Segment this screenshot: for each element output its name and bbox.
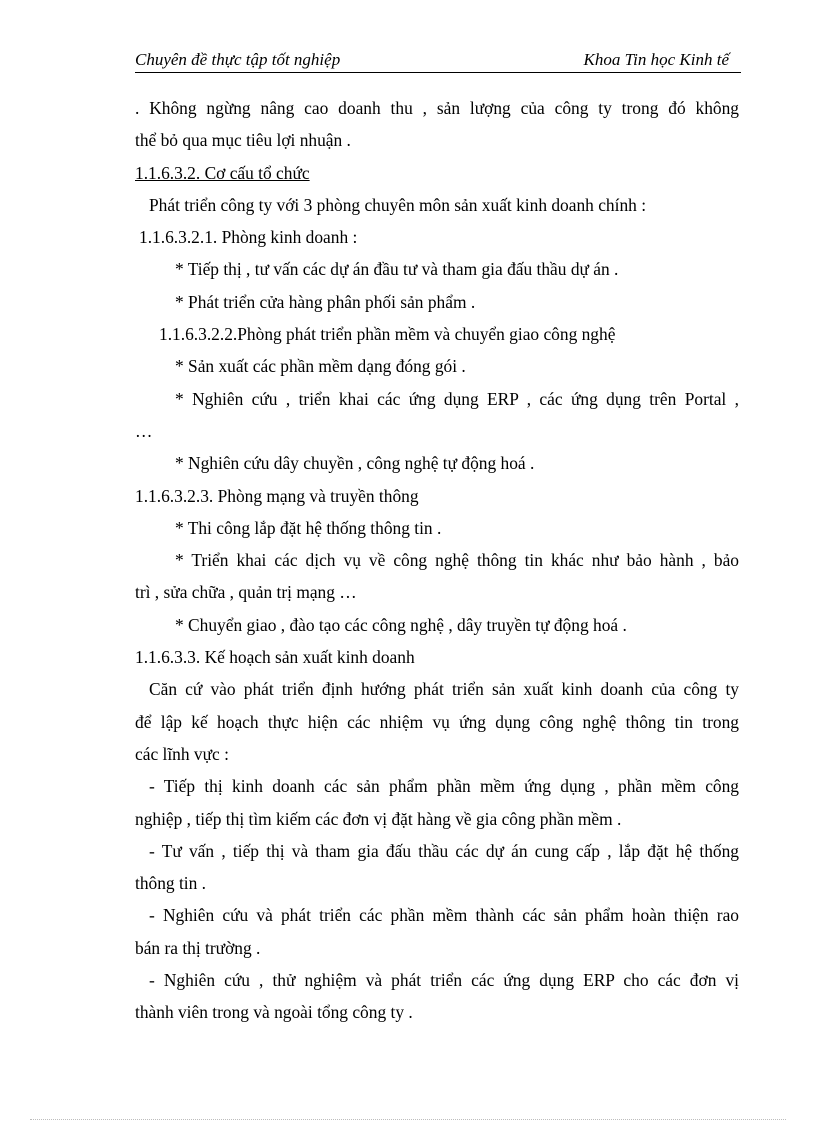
list-item: - Tiếp thị kinh doanh các sản phẩm phần mềm ứng dụng , phần mềm công	[149, 776, 739, 797]
paragraph-line: thể bỏ qua mục tiêu lợi nhuận .	[135, 130, 351, 151]
bullet-item: * Chuyển giao , đào tạo các công nghệ , dây truyền tự động hoá .	[175, 614, 627, 635]
header-department: Khoa Tin học Kinh tế	[583, 50, 729, 69]
section-heading	[135, 157, 739, 189]
page-bottom-divider	[30, 1119, 786, 1120]
bullet-item: * Nghiên cứu dây chuyền , công nghệ tự động hoá .	[175, 453, 535, 474]
paragraph-line: để lập kế hoạch thực hiện các nhiệm vụ ứng dụng công nghệ thông tin trong	[135, 711, 739, 732]
list-item: - Nghiên cứu , thử nghiệm và phát triển các ứng dụng ERP cho các đơn vị	[149, 970, 739, 991]
paragraph-line: . Không ngừng nâng cao doanh thu , sản lượng của công ty trong đó không	[135, 98, 739, 118]
paragraph-line: nghiệp , tiếp thị tìm kiếm các đơn vị đặt hàng về gia công phần mềm .	[135, 808, 622, 829]
paragraph-line: thành viên trong và ngoài tổng công ty .	[135, 1002, 413, 1023]
bullet-item: * Tiếp thị , tư vấn các dự án đầu tư và tham gia đấu thầu dự án .	[175, 259, 619, 280]
subsection-heading: 1.1.6.3.2.3. Phòng mạng và truyền thông	[135, 485, 419, 506]
paragraph-line: các lĩnh vực :	[135, 743, 229, 764]
paragraph-line: trì , sửa chữa , quản trị mạng …	[135, 582, 357, 603]
bullet-item: * Thi công lắp đặt hệ thống thông tin .	[175, 517, 442, 538]
section-heading: 1.1.6.3.3. Kế hoạch sản xuất kinh doanh	[135, 647, 415, 668]
subsection-heading: 1.1.6.3.2.1. Phòng kinh doanh :	[139, 227, 358, 248]
paragraph-line: thông tin .	[135, 873, 207, 894]
bullet-item: * Triển khai các dịch vụ về công nghệ thông tin khác như bảo hành , bảo	[175, 550, 739, 571]
page-header	[135, 50, 741, 73]
section-heading-text: 1.1.6.3.2. Cơ cấu tổ chức	[135, 162, 310, 183]
header-title: Chuyên đề thực tập tốt nghiệp	[135, 50, 341, 69]
list-item: - Tư vấn , tiếp thị và tham gia đấu thầu các dự án cung cấp , lắp đặt hệ thống	[149, 840, 739, 861]
bullet-item: * Sản xuất các phần mềm dạng đóng gói .	[175, 356, 466, 377]
bullet-item: * Nghiên cứu , triển khai các ứng dụng ERP , các ứng dụng trên Portal ,	[175, 388, 739, 409]
document-body	[135, 92, 739, 1029]
list-item: - Nghiên cứu và phát triển các phần mềm thành các sản phẩm hoàn thiện rao	[149, 905, 739, 926]
paragraph-line: …	[135, 420, 153, 441]
subsection-heading: 1.1.6.3.2.2.Phòng phát triển phần mềm và chuyển giao công nghệ	[159, 324, 616, 345]
paragraph-line: Căn cứ vào phát triển định hướng phát triển sản xuất kinh doanh của công ty	[149, 679, 739, 700]
paragraph-line: bán ra thị trường .	[135, 937, 261, 958]
paragraph-line: Phát triển công ty với 3 phòng chuyên môn sản xuất kinh doanh chính :	[149, 194, 647, 215]
bullet-item: * Phát triển cửa hàng phân phối sản phẩm .	[175, 291, 476, 312]
